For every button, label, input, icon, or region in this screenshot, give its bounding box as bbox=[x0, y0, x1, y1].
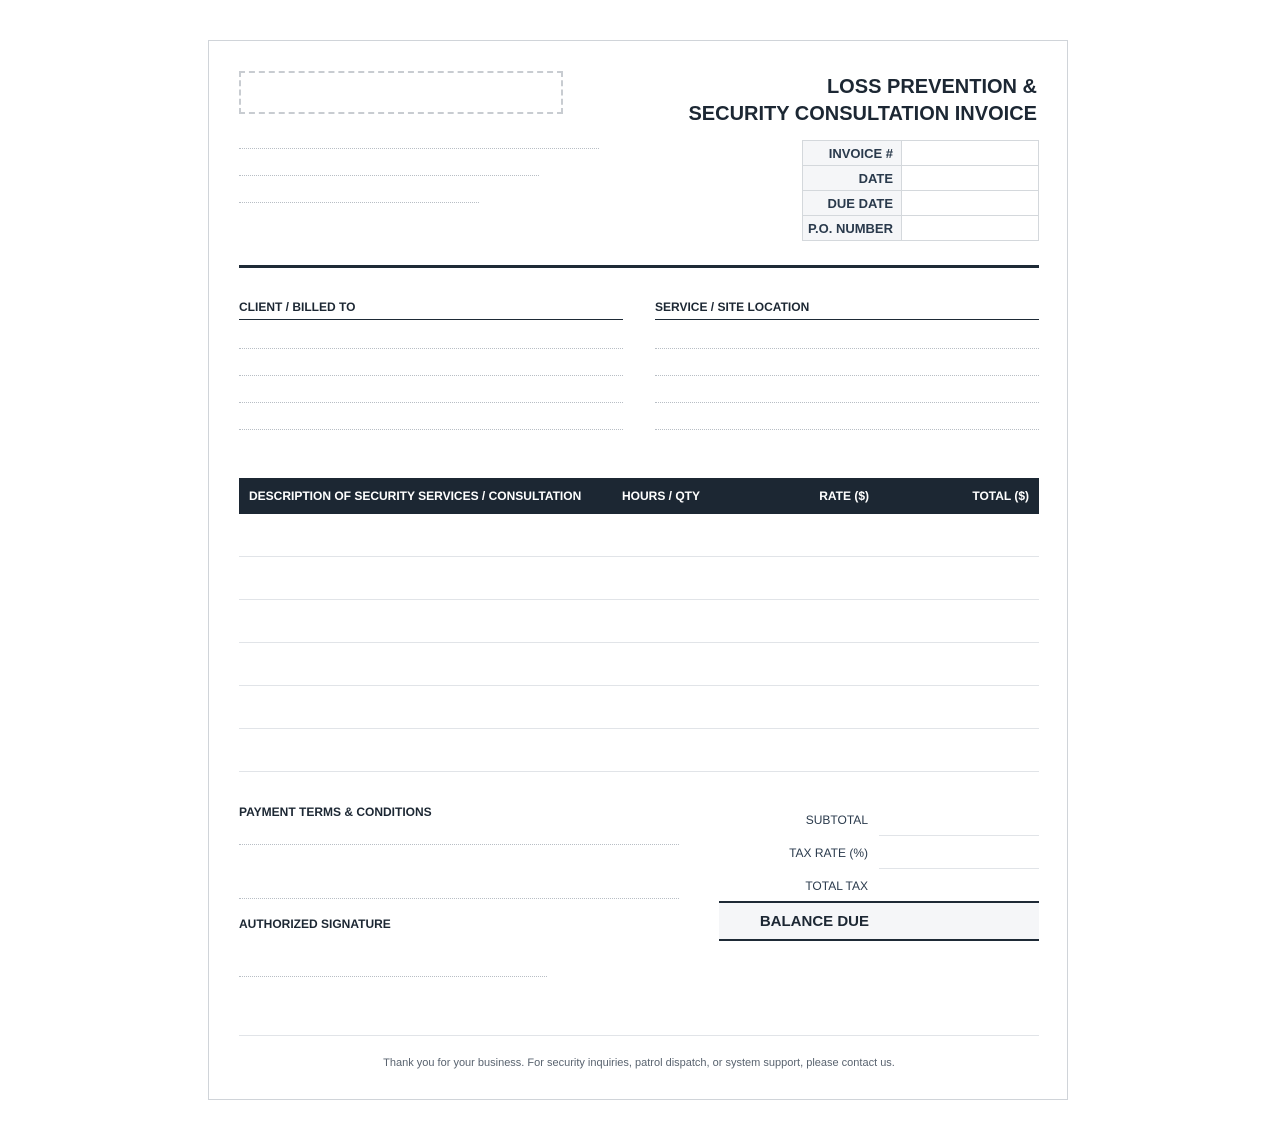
table-row[interactable] bbox=[239, 686, 1039, 729]
tax-rate-label: TAX RATE (%) bbox=[789, 846, 868, 860]
footer-divider bbox=[239, 1035, 1039, 1036]
po-number-label: P.O. NUMBER bbox=[803, 216, 902, 241]
payment-terms-label: PAYMENT TERMS & CONDITIONS bbox=[239, 805, 432, 819]
company-address-line-1[interactable] bbox=[239, 148, 599, 149]
invoice-title-line-1: LOSS PREVENTION & bbox=[826, 76, 1037, 98]
column-hours-qty: HOURS / QTY bbox=[622, 489, 701, 503]
column-rate: RATE ($) bbox=[819, 489, 869, 503]
invoice-title bbox=[688, 74, 1037, 128]
payment-terms-line-1[interactable] bbox=[239, 844, 679, 845]
invoice-number-field[interactable] bbox=[902, 141, 1039, 166]
po-number-field[interactable] bbox=[902, 216, 1039, 241]
payment-terms-line-2[interactable] bbox=[239, 898, 679, 899]
table-row[interactable] bbox=[239, 514, 1039, 557]
invoice-title-line-2: SECURITY CONSULTATION INVOICE bbox=[688, 103, 1037, 125]
balance-due-label: BALANCE DUE bbox=[759, 913, 869, 930]
authorized-signature-label: AUTHORIZED SIGNATURE bbox=[239, 917, 391, 931]
company-address-line-3[interactable] bbox=[239, 202, 479, 203]
signature-line[interactable] bbox=[239, 976, 547, 977]
site-section-label: SERVICE / SITE LOCATION bbox=[655, 300, 810, 314]
total-tax-label: TOTAL TAX bbox=[805, 879, 868, 893]
balance-due-box[interactable] bbox=[719, 901, 1039, 941]
table-row[interactable] bbox=[239, 643, 1039, 686]
site-line-2[interactable] bbox=[655, 375, 1039, 376]
date-label: DATE bbox=[803, 166, 902, 191]
invoice-sheet bbox=[208, 40, 1068, 1100]
logo-placeholder[interactable] bbox=[239, 71, 563, 114]
client-line-3[interactable] bbox=[239, 402, 623, 403]
table-row[interactable] bbox=[239, 729, 1039, 772]
date-field[interactable] bbox=[902, 166, 1039, 191]
client-line-2[interactable] bbox=[239, 375, 623, 376]
column-description: DESCRIPTION OF SECURITY SERVICES / CONSULTATION bbox=[249, 489, 582, 503]
due-date-label: DUE DATE bbox=[803, 191, 902, 216]
header-divider bbox=[239, 265, 1039, 268]
client-line-4[interactable] bbox=[239, 429, 623, 430]
items-table-header bbox=[239, 478, 1039, 514]
site-line-1[interactable] bbox=[655, 348, 1039, 349]
site-section-rule bbox=[655, 319, 1039, 320]
table-row[interactable] bbox=[239, 600, 1039, 643]
invoice-meta-table bbox=[802, 140, 1039, 241]
table-row[interactable] bbox=[239, 557, 1039, 600]
tax-rate-field[interactable] bbox=[879, 868, 1039, 869]
client-line-1[interactable] bbox=[239, 348, 623, 349]
subtotal-label: SUBTOTAL bbox=[805, 813, 868, 827]
footer-note: Thank you for your business. For security inquiries, patrol dispatch, or system support, please contact us. bbox=[383, 1057, 895, 1069]
invoice-number-label: INVOICE # bbox=[803, 141, 902, 166]
client-section-rule bbox=[239, 319, 623, 320]
column-total: TOTAL ($) bbox=[972, 489, 1029, 503]
company-address-line-2[interactable] bbox=[239, 175, 539, 176]
subtotal-field[interactable] bbox=[879, 835, 1039, 836]
site-line-4[interactable] bbox=[655, 429, 1039, 430]
site-line-3[interactable] bbox=[655, 402, 1039, 403]
due-date-field[interactable] bbox=[902, 191, 1039, 216]
client-section-label: CLIENT / BILLED TO bbox=[239, 300, 356, 314]
